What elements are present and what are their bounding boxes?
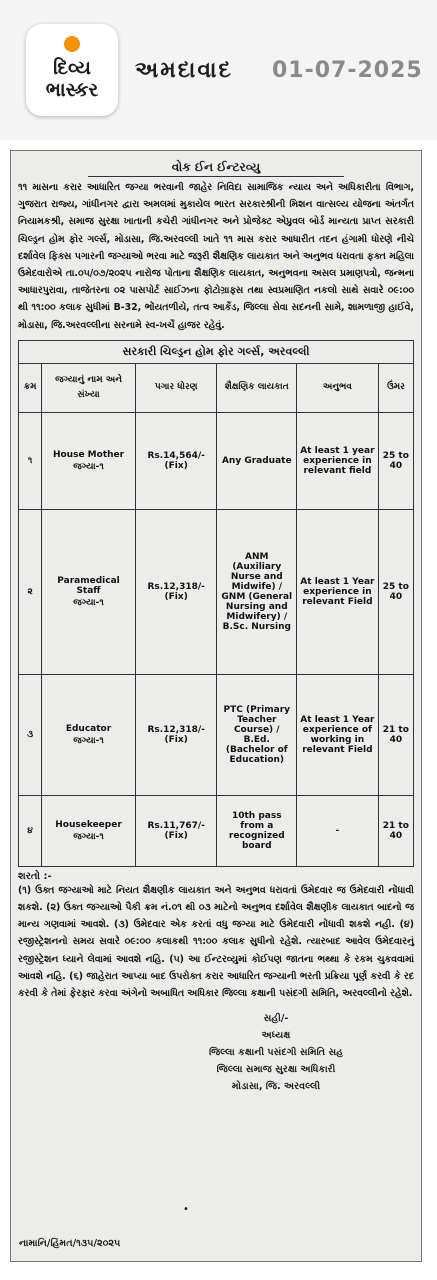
table-row xyxy=(19,412,414,509)
row-post xyxy=(42,412,136,509)
newspaper-clipping[interactable] xyxy=(10,150,422,1262)
decorative-dot: • xyxy=(183,1204,189,1215)
row-age: 25 to 40 xyxy=(378,509,413,674)
row-age: 25 to 40 xyxy=(378,412,413,509)
header-post: જગ્યાનું નામ અને સંખ્યા xyxy=(42,363,136,412)
header-pay: પગાર ધોરણ xyxy=(135,363,217,412)
row-qualification: ANM (Auxiliary Nurse and Midwife) / GNM (General Nursing and Midwifery) / B.Sc. Nursing xyxy=(217,509,297,674)
row-qualification: Any Graduate xyxy=(217,412,297,509)
row-pay: Rs.12,318/- (Fix) xyxy=(135,509,217,674)
post-name: Educator xyxy=(65,723,112,734)
clipping-content xyxy=(18,159,414,1095)
header-experience: અનુભવ xyxy=(297,363,379,412)
post-count: જગ્યા-૧ xyxy=(73,461,104,472)
row-pay: Rs.11,767/- (Fix) xyxy=(135,795,217,866)
signature-place: મોડાસા, જિ. અરવલ્લી xyxy=(231,1081,321,1093)
ad-body: ૧૧ માસના કરાર આધારિત જગ્યા ભરવાની જાહેર નિવિદા સામાજિક ન્યાય અને અધિકારીતા વિભાગ, ગુજરાત રાજ્ય, ગાંધીનગર દ્વારા અમલમાં મુકાયેલ ભારત સરકારશ્રીની મિશન વાત્સલ્ય યોજના અંતર્ગત નિયામકશ્રી, સમાજ સુરક્ષા ખાતાની કચેરી ગાંધીનગર અને પ્રોજેક્ટ એપ્રુવલ બોર્ડ માન્યતા પ્રાપ્ત સરકારી ચિલ્ડ્રન હોમ ફોર ગર્લ્સ, મોડાસા, જિ.અરવલ્લી ખાતે ૧૧ માસ કરાર આધારીત તદન હંગામી ધોરણે નીચે દર્શાવેલ ફિક્સ પગારની જગ્યાઓ ભરવા માટે જરૂરી શૈક્ષણિક લાયકાત અને અનુભવ ધરાવતા ફક્ત મહિલા ઉમેદવારોએ તા.૦૫/૦૭/૨૦૨૫ નારોજ પોતાના શૈક્ષણિક લાયકાત, અનુભવના અસલ પ્રમાણપત્રો, જન્મના આધારપુરાવા, તાજેતરના ૦૨ પાસપોર્ટ સાઈઝના ફોટોગ્રાફ્સ તથા સ્વપ્રમાણિત નકલો સાથે સવારે ૦૯:૦૦ થી ૧૧:૦૦ કલાક સુધીમાં B-32, ભોંયતળીયે, તત્વ આર્કેડ, જિલ્લા સેવા સદનની સામે, શામળાજી હાઈવે, મોડાસા, જિ.અરવલ્લીના સરનામે સ્વ-ખર્ચે હાજર રહેવું. xyxy=(18,182,414,331)
signature-role-committee: જિલ્લા કક્ષાની પસંદગી સમિતિ સહ xyxy=(208,1047,344,1059)
header-qualification: શૈક્ષણિક લાયકાત xyxy=(217,363,297,412)
post-name: Paramedical Staff xyxy=(57,575,120,596)
post-count: જગ્યા-૧ xyxy=(73,597,104,608)
table-caption-row xyxy=(19,340,414,363)
signature-role-officer: જિલ્લા સમાજ સુરક્ષા અધિકારી xyxy=(216,1064,336,1076)
logo-text-line1: દિવ્ય xyxy=(53,57,91,79)
row-qualification: PTC (Primary Teacher Course) / B.Ed. (Bachelor of Education) xyxy=(217,674,297,795)
row-pay: Rs.12,318/- (Fix) xyxy=(135,674,217,795)
table-row xyxy=(19,674,414,795)
signature-role-chair: અધ્યક્ષ xyxy=(261,1030,291,1042)
post-name: Housekeeper xyxy=(55,819,122,830)
row-experience: At least 1 Year experience in relevant Field xyxy=(297,509,379,674)
row-experience: At least 1 year experience in relevant field xyxy=(297,412,379,509)
header-age: ઉંમર xyxy=(378,363,413,412)
logo-text-line2: ભાસ્કર xyxy=(45,79,99,101)
row-experience: At least 1 Year experience of working in relevant Field xyxy=(297,674,379,795)
signature-mark: સહી/- xyxy=(263,1013,289,1025)
row-qualification: 10th pass from a recognized board xyxy=(217,795,297,866)
logo-sun-icon xyxy=(64,36,80,52)
table-row xyxy=(19,795,414,866)
post-name: House Mother xyxy=(52,449,125,460)
divya-bhaskar-logo[interactable] xyxy=(26,24,118,116)
vacancy-table xyxy=(18,340,414,867)
ad-title: વોક ઈન ઈન્ટરવ્યુ xyxy=(88,159,344,177)
reference-number: નામાનિ/હિંમત/૧૩૫/૨૦૨૫ xyxy=(19,1238,121,1249)
post-count: જગ્યા-૧ xyxy=(73,831,104,842)
conditions-text: (૧) ઉક્ત જગ્યાઓ માટે નિયત શૈક્ષણીક લાયકાત અને અનુભવ ધરાવતાં ઉમેદવાર જ ઉમેદવારી નોંધાવી શકશે. (૨) ઉક્ત જગ્યાઓ પૈકી ક્રમ નં.૦૧ થી ૦૩ માટેનો અનુભવ દર્શાવેલ શૈક્ષણીક લાયકાત બાદનો જ માન્ય ગણવામાં આવશે. (૩) ઉમેદવાર એક કરતાં વધુ જગ્યા માટે ઉમેદવારી નોંધાવી શકશે નહી. (૪) રજીસ્ટ્રેશનનો સમય સવારે ૦૯:૦૦ કલાકથી ૧૧:૦૦ કલાક સુધીનો રહેશે. ત્યારબાદ આવેલ ઉમેદવારનું રજીસ્ટ્રેશન ધ્યાને લેવામાં આવશે નહિ. (૫) આ ઈન્ટરવ્યુમાં કોઈપણ જાતના ભથ્થા કે રકમ ચુકવવામાં આવશે નહિ. (૬) જાહેરાત આપ્યા બાદ ઉપરોક્ત કરાર આધારિત જગ્યાની ભરતી પ્રક્રિયા પૂર્ણ કરવી કે રદ કરવી કે તેમાં ફેરફાર કરવા અંગેનો અબાધિત અધિકાર જિલ્લા કક્ષાની પસંદગી સમિતિ, અરવલ્લીનો રહેશે. xyxy=(18,884,414,1000)
edition-name: અમદાવાદ xyxy=(135,58,233,83)
header-serial: ક્રમ xyxy=(19,363,42,412)
app-header xyxy=(0,0,437,140)
edition-date: 01-07-2025 xyxy=(272,58,423,83)
row-serial: ૪ xyxy=(19,795,42,866)
row-serial: ૧ xyxy=(19,412,42,509)
row-experience: - xyxy=(297,795,379,866)
table-header-row xyxy=(19,363,414,412)
row-post xyxy=(42,795,136,866)
post-count: જગ્યા-૧ xyxy=(73,735,104,746)
row-serial: ૩ xyxy=(19,674,42,795)
row-age: 21 to 40 xyxy=(378,674,413,795)
row-serial: ૨ xyxy=(19,509,42,674)
conditions-title: શરતો :- xyxy=(18,870,52,882)
table-row xyxy=(19,509,414,674)
table-caption: સરકારી ચિલ્ડ્રન હોમ ફોર ગર્લ્સ, અરવલ્લી xyxy=(19,340,414,363)
row-post xyxy=(42,509,136,674)
row-pay: Rs.14,564/- (Fix) xyxy=(135,412,217,509)
row-age: 21 to 40 xyxy=(378,795,413,866)
row-post xyxy=(42,674,136,795)
signature-block xyxy=(18,1010,414,1095)
